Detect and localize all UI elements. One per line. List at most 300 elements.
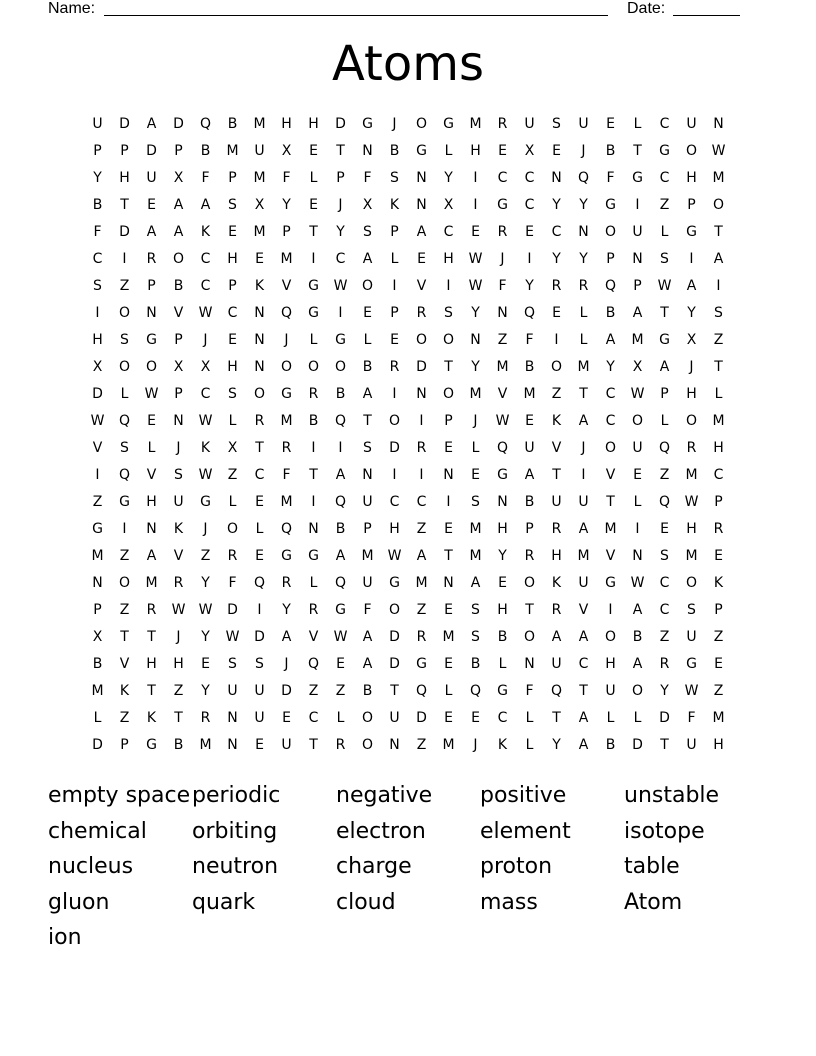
grid-letter: B xyxy=(335,521,346,537)
grid-letter: R xyxy=(551,521,562,537)
grid-letter: M xyxy=(91,548,104,564)
grid-letter: E xyxy=(660,521,669,537)
grid-letter: U xyxy=(632,440,643,456)
grid-letter: G xyxy=(416,656,427,672)
grid-letter: L xyxy=(525,710,534,726)
grid-letter: C xyxy=(524,170,535,186)
grid-letter: A xyxy=(551,629,562,645)
grid-letter: H xyxy=(497,521,508,537)
grid-letter: Y xyxy=(660,683,669,699)
grid-letter: E xyxy=(147,197,156,213)
grid-letter: C xyxy=(659,575,670,591)
grid-letter: L xyxy=(93,710,102,726)
grid-letter: M xyxy=(91,683,104,699)
date-label: Date: xyxy=(627,0,666,17)
grid-letter: B xyxy=(308,413,319,429)
grid-letter: Q xyxy=(550,683,563,699)
grid-letter: C xyxy=(497,710,508,726)
grid-letter: P xyxy=(390,224,399,240)
grid-letter: S xyxy=(390,170,399,186)
grid-letter: B xyxy=(605,737,616,753)
grid-letter: L xyxy=(228,413,237,429)
grid-letter: N xyxy=(254,359,265,375)
grid-letter: O xyxy=(442,386,455,402)
grid-letter: U xyxy=(578,575,589,591)
grid-letter: E xyxy=(714,548,723,564)
grid-letter: M xyxy=(361,548,374,564)
grid-letter: N xyxy=(416,386,427,402)
grid-letter: U xyxy=(551,494,562,510)
grid-letter: C xyxy=(524,197,535,213)
grid-letter: O xyxy=(631,683,644,699)
grid-row xyxy=(84,327,732,354)
grid-letter: I xyxy=(311,494,316,510)
grid-row xyxy=(84,408,732,435)
grid-letter: E xyxy=(255,737,264,753)
grid-letter: E xyxy=(444,440,453,456)
grid-letter: A xyxy=(605,332,616,348)
grid-letter: Y xyxy=(552,251,561,267)
grid-letter: C xyxy=(200,278,211,294)
grid-row xyxy=(84,678,732,705)
grid-letter: Q xyxy=(199,116,212,132)
grid-letter: G xyxy=(632,170,643,186)
grid-letter: N xyxy=(389,737,400,753)
grid-letter: I xyxy=(311,251,316,267)
grid-letter: M xyxy=(145,575,158,591)
grid-letter: Q xyxy=(496,440,509,456)
grid-letter: W xyxy=(198,305,213,321)
grid-letter: I xyxy=(419,467,424,483)
grid-letter: E xyxy=(255,494,264,510)
grid-row xyxy=(84,165,732,192)
grid-letter: A xyxy=(146,548,157,564)
grid-letter: T xyxy=(174,710,183,726)
grid-letter: T xyxy=(309,224,318,240)
date-blank-line xyxy=(673,15,740,16)
grid-letter: A xyxy=(578,413,589,429)
grid-letter: J xyxy=(284,332,289,348)
grid-letter: P xyxy=(174,332,183,348)
grid-letter: G xyxy=(362,116,373,132)
grid-letter: O xyxy=(604,629,617,645)
grid-letter: U xyxy=(551,656,562,672)
grid-letter: I xyxy=(473,197,478,213)
grid-letter: U xyxy=(524,440,535,456)
grid-letter: X xyxy=(362,197,373,213)
grid-letter: P xyxy=(147,278,156,294)
grid-letter: I xyxy=(581,467,586,483)
grid-letter: D xyxy=(389,440,400,456)
grid-row xyxy=(84,489,732,516)
grid-letter: J xyxy=(581,143,586,159)
grid-letter: U xyxy=(146,170,157,186)
grid-letter: U xyxy=(173,494,184,510)
grid-letter: V xyxy=(551,440,562,456)
grid-letter: R xyxy=(497,224,508,240)
grid-letter: E xyxy=(552,143,561,159)
grid-letter: G xyxy=(308,278,319,294)
grid-letter: H xyxy=(308,116,319,132)
grid-letter: C xyxy=(92,251,103,267)
word-bank-item: proton xyxy=(480,854,553,879)
grid-letter: L xyxy=(147,440,156,456)
grid-letter: V xyxy=(173,548,184,564)
grid-letter: Y xyxy=(282,602,291,618)
grid-letter: D xyxy=(389,629,400,645)
grid-letter: W xyxy=(684,494,699,510)
grid-letter: D xyxy=(227,602,238,618)
grid-letter: Z xyxy=(200,548,211,564)
grid-letter: Z xyxy=(92,494,103,510)
grid-letter: Y xyxy=(471,359,480,375)
grid-letter: D xyxy=(173,116,184,132)
grid-letter: S xyxy=(552,116,561,132)
grid-letter: Z xyxy=(713,683,724,699)
grid-letter: E xyxy=(471,467,480,483)
grid-letter: J xyxy=(500,251,505,267)
grid-letter: Y xyxy=(471,305,480,321)
grid-letter: M xyxy=(469,116,482,132)
grid-letter: Q xyxy=(334,494,347,510)
grid-letter: D xyxy=(632,737,643,753)
grid-letter: V xyxy=(119,656,130,672)
grid-letter: E xyxy=(633,467,642,483)
word-bank-item: neutron xyxy=(192,854,279,879)
grid-letter: H xyxy=(551,548,562,564)
grid-letter: O xyxy=(604,440,617,456)
grid-letter: S xyxy=(255,656,264,672)
grid-letter: W xyxy=(630,575,645,591)
grid-letter: M xyxy=(199,737,212,753)
word-bank-item: periodic xyxy=(192,783,281,808)
grid-letter: Z xyxy=(659,197,670,213)
grid-letter: H xyxy=(281,116,292,132)
grid-letter: I xyxy=(716,278,721,294)
grid-letter: I xyxy=(311,440,316,456)
grid-letter: A xyxy=(200,197,211,213)
grid-letter: Z xyxy=(713,629,724,645)
grid-letter: Y xyxy=(201,629,210,645)
grid-letter: K xyxy=(119,683,130,699)
grid-letter: B xyxy=(524,359,535,375)
grid-letter: N xyxy=(443,467,454,483)
grid-letter: E xyxy=(147,413,156,429)
grid-letter: G xyxy=(686,656,697,672)
grid-letter: H xyxy=(227,359,238,375)
grid-letter: S xyxy=(471,629,480,645)
grid-letter: E xyxy=(471,224,480,240)
grid-letter: A xyxy=(362,251,373,267)
grid-letter: X xyxy=(173,359,184,375)
word-bank-item: nucleus xyxy=(48,854,134,879)
grid-letter: L xyxy=(633,116,642,132)
grid-letter: X xyxy=(686,332,697,348)
grid-letter: H xyxy=(713,440,724,456)
grid-letter: I xyxy=(608,602,613,618)
grid-letter: E xyxy=(228,332,237,348)
grid-letter: I xyxy=(419,413,424,429)
grid-letter: L xyxy=(471,440,480,456)
grid-letter: T xyxy=(552,467,561,483)
grid-letter: P xyxy=(93,602,102,618)
grid-letter: B xyxy=(605,143,616,159)
grid-letter: I xyxy=(338,305,343,321)
grid-letter: D xyxy=(92,737,103,753)
grid-letter: X xyxy=(173,170,184,186)
grid-letter: W xyxy=(225,629,240,645)
grid-row xyxy=(84,705,732,732)
grid-letter: T xyxy=(147,683,156,699)
grid-letter: G xyxy=(497,683,508,699)
grid-letter: U xyxy=(254,683,265,699)
grid-letter: R xyxy=(281,575,292,591)
grid-letter: Q xyxy=(280,305,293,321)
grid-letter: W xyxy=(198,467,213,483)
grid-letter: L xyxy=(660,224,669,240)
grid-letter: G xyxy=(605,197,616,213)
grid-letter: M xyxy=(253,170,266,186)
grid-letter: O xyxy=(118,359,131,375)
grid-letter: T xyxy=(552,710,561,726)
grid-row xyxy=(84,246,732,273)
grid-letter: A xyxy=(362,629,373,645)
grid-letter: C xyxy=(443,224,454,240)
grid-letter: N xyxy=(227,710,238,726)
word-bank-item: gluon xyxy=(48,889,110,915)
grid-letter: E xyxy=(417,251,426,267)
grid-row xyxy=(84,354,732,381)
grid-letter: B xyxy=(524,494,535,510)
grid-letter: C xyxy=(335,251,346,267)
grid-letter: O xyxy=(307,359,320,375)
grid-letter: O xyxy=(145,359,158,375)
grid-letter: F xyxy=(687,710,696,726)
grid-letter: G xyxy=(416,143,427,159)
grid-letter: T xyxy=(714,224,723,240)
grid-letter: C xyxy=(200,386,211,402)
grid-letter: A xyxy=(632,656,643,672)
grid-letter: B xyxy=(200,143,211,159)
grid-letter: O xyxy=(361,710,374,726)
grid-letter: E xyxy=(525,224,534,240)
grid-letter: D xyxy=(659,710,670,726)
grid-letter: Z xyxy=(416,737,427,753)
grid-row xyxy=(84,111,732,138)
grid-letter: T xyxy=(444,548,453,564)
grid-letter: Z xyxy=(119,548,130,564)
grid-letter: F xyxy=(525,332,534,348)
grid-letter: D xyxy=(416,359,427,375)
grid-letter: A xyxy=(416,224,427,240)
word-bank-item: mass xyxy=(480,889,538,915)
grid-letter: I xyxy=(392,278,397,294)
grid-letter: V xyxy=(146,467,157,483)
grid-letter: J xyxy=(176,440,181,456)
grid-letter: U xyxy=(686,116,697,132)
grid-letter: B xyxy=(173,278,184,294)
grid-letter: A xyxy=(578,737,589,753)
grid-letter: M xyxy=(523,386,536,402)
grid-letter: P xyxy=(336,170,345,186)
grid-letter: D xyxy=(389,656,400,672)
grid-letter: W xyxy=(387,548,402,564)
grid-letter: O xyxy=(361,737,374,753)
grid-letter: O xyxy=(415,116,428,132)
grid-letter: U xyxy=(254,710,265,726)
grid-letter: H xyxy=(686,386,697,402)
grid-letter: U xyxy=(362,575,373,591)
grid-letter: L xyxy=(255,521,264,537)
grid-letter: A xyxy=(362,656,373,672)
grid-letter: N xyxy=(146,305,157,321)
grid-letter: H xyxy=(227,251,238,267)
grid-letter: S xyxy=(228,656,237,672)
grid-letter: R xyxy=(335,737,346,753)
grid-letter: G xyxy=(146,737,157,753)
grid-letter: Y xyxy=(93,170,102,186)
grid-letter: Z xyxy=(308,683,319,699)
grid-letter: M xyxy=(280,251,293,267)
grid-letter: G xyxy=(146,332,157,348)
grid-letter: C xyxy=(227,305,238,321)
grid-letter: T xyxy=(120,197,129,213)
grid-letter: G xyxy=(308,548,319,564)
grid-letter: S xyxy=(228,197,237,213)
grid-row xyxy=(84,219,732,246)
grid-letter: L xyxy=(525,737,534,753)
grid-letter: Z xyxy=(173,683,184,699)
grid-letter: R xyxy=(551,278,562,294)
grid-row xyxy=(84,516,732,543)
grid-letter: F xyxy=(282,467,291,483)
grid-letter: Y xyxy=(579,197,588,213)
grid-letter: P xyxy=(174,386,183,402)
grid-letter: B xyxy=(92,197,103,213)
grid-letter: F xyxy=(363,170,372,186)
grid-letter: Y xyxy=(201,575,210,591)
grid-letter: M xyxy=(712,170,725,186)
grid-letter: D xyxy=(119,116,130,132)
grid-letter: X xyxy=(443,197,454,213)
grid-letter: H xyxy=(389,521,400,537)
grid-letter: N xyxy=(416,197,427,213)
grid-letter: Y xyxy=(687,305,696,321)
grid-letter: A xyxy=(416,548,427,564)
grid-letter: R xyxy=(686,440,697,456)
grid-letter: R xyxy=(524,548,535,564)
grid-letter: U xyxy=(632,224,643,240)
grid-letter: E xyxy=(444,521,453,537)
grid-letter: J xyxy=(581,440,586,456)
grid-letter: T xyxy=(579,683,588,699)
grid-letter: M xyxy=(469,521,482,537)
grid-letter: K xyxy=(200,224,211,240)
grid-letter: C xyxy=(659,602,670,618)
grid-letter: B xyxy=(497,629,508,645)
grid-letter: G xyxy=(119,494,130,510)
grid-letter: O xyxy=(685,143,698,159)
grid-letter: G xyxy=(497,467,508,483)
grid-letter: J xyxy=(176,629,181,645)
grid-letter: M xyxy=(631,332,644,348)
grid-letter: L xyxy=(633,494,642,510)
grid-letter: L xyxy=(336,710,345,726)
grid-letter: R xyxy=(227,548,238,564)
grid-letter: C xyxy=(713,467,724,483)
grid-letter: A xyxy=(173,197,184,213)
grid-letter: Q xyxy=(280,521,293,537)
grid-letter: P xyxy=(633,278,642,294)
grid-letter: C xyxy=(551,224,562,240)
grid-letter: Q xyxy=(415,683,428,699)
grid-letter: P xyxy=(687,197,696,213)
grid-letter: L xyxy=(660,413,669,429)
grid-row xyxy=(84,732,732,759)
grid-letter: D xyxy=(146,143,157,159)
grid-letter: Q xyxy=(604,278,617,294)
grid-letter: I xyxy=(554,332,559,348)
grid-letter: M xyxy=(280,494,293,510)
grid-letter: T xyxy=(120,629,129,645)
grid-letter: U xyxy=(686,737,697,753)
grid-letter: E xyxy=(201,656,210,672)
grid-letter: K xyxy=(173,521,184,537)
grid-letter: O xyxy=(523,629,536,645)
grid-letter: V xyxy=(605,548,616,564)
grid-letter: E xyxy=(552,305,561,321)
grid-letter: M xyxy=(442,737,455,753)
grid-letter: X xyxy=(92,629,103,645)
grid-letter: T xyxy=(309,737,318,753)
grid-letter: S xyxy=(444,305,453,321)
grid-letter: Q xyxy=(658,494,671,510)
grid-letter: C xyxy=(605,386,616,402)
grid-letter: M xyxy=(577,548,590,564)
grid-letter: Z xyxy=(416,521,427,537)
grid-letter: O xyxy=(604,224,617,240)
grid-letter: Q xyxy=(469,683,482,699)
grid-letter: R xyxy=(713,521,724,537)
grid-letter: O xyxy=(685,413,698,429)
grid-letter: N xyxy=(497,305,508,321)
grid-letter: B xyxy=(335,386,346,402)
grid-letter: T xyxy=(444,359,453,375)
grid-letter: E xyxy=(363,305,372,321)
grid-letter: A xyxy=(686,278,697,294)
grid-letter: Y xyxy=(606,359,615,375)
grid-letter: S xyxy=(363,440,372,456)
grid-letter: Q xyxy=(118,413,131,429)
word-bank-item: empty space xyxy=(48,783,191,808)
grid-letter: S xyxy=(363,224,372,240)
grid-letter: K xyxy=(551,413,562,429)
grid-row xyxy=(84,462,732,489)
word-bank-item: unstable xyxy=(624,783,720,808)
grid-letter: E xyxy=(525,413,534,429)
grid-letter: P xyxy=(93,143,102,159)
grid-letter: L xyxy=(498,656,507,672)
name-blank-line xyxy=(104,15,608,16)
grid-letter: R xyxy=(578,278,589,294)
grid-letter: G xyxy=(200,494,211,510)
grid-letter: T xyxy=(336,143,345,159)
grid-letter: Y xyxy=(336,224,345,240)
grid-letter: R xyxy=(173,575,184,591)
grid-letter: X xyxy=(254,197,265,213)
grid-letter: T xyxy=(390,683,399,699)
grid-letter: V xyxy=(416,278,427,294)
